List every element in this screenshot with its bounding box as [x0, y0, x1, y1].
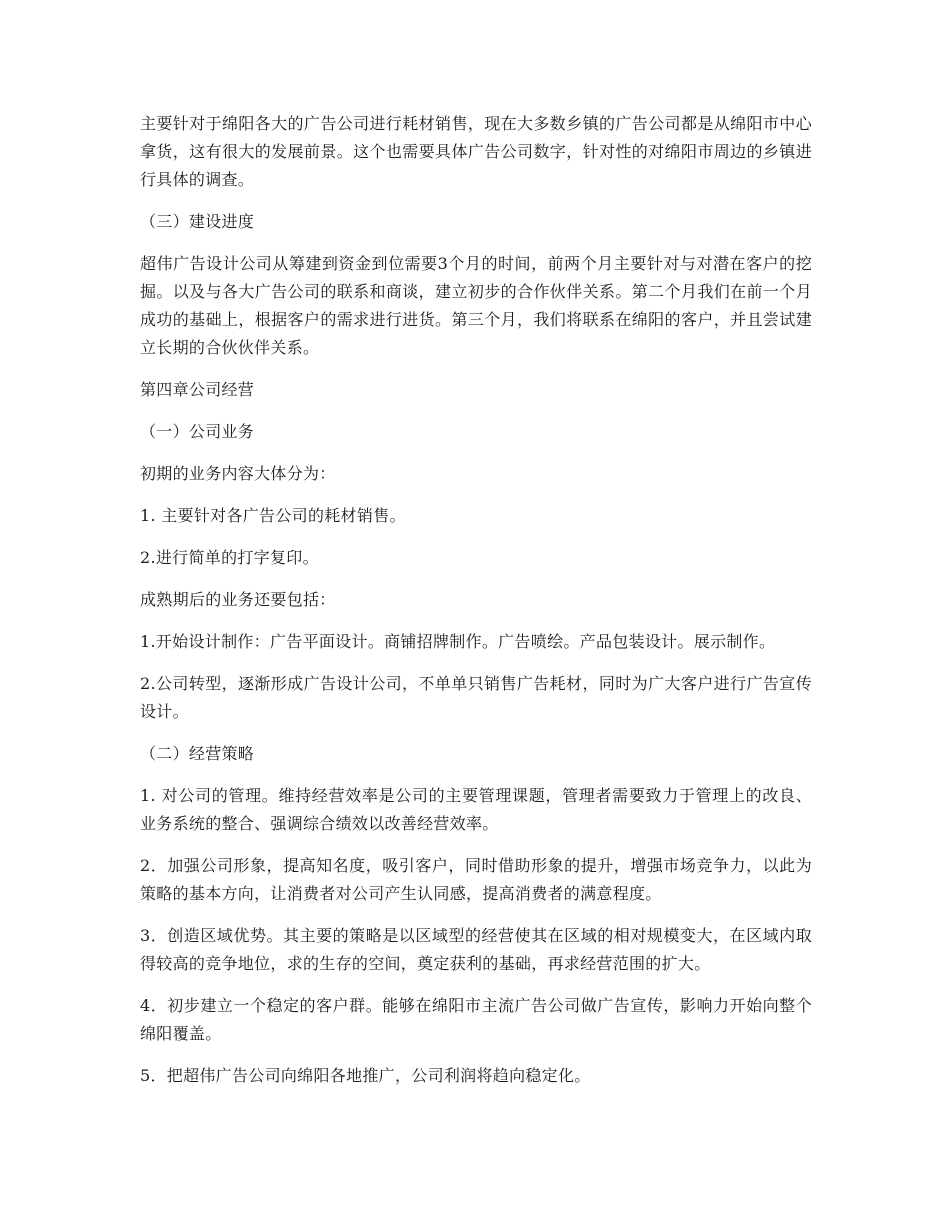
paragraph-market-intro: 主要针对于绵阳各大的广告公司进行耗材销售，现在大多数乡镇的广告公司都是从绵阳市中心拿货，这有很大的发展前景。这个也需要具体广告公司数字，针对性的对绵阳市周边的乡镇进行具体的调查。 [140, 114, 812, 189]
heading-chapter-four: 第四章公司经营 [140, 380, 255, 399]
list-item-strategy-1: 1. 对公司的管理。维持经营效率是公司的主要管理课题，管理者需要致力于管理上的改良、业务系统的整合、强调综合绩效以改善经营效率。 [140, 786, 812, 833]
list-item-strategy-5: 5．把超伟广告公司向绵阳各地推广，公司利润将趋向稳定化。 [140, 1066, 591, 1085]
list-item-strategy-4: 4．初步建立一个稳定的客户群。能够在绵阳市主流广告公司做广告宣传，影响力开始向整个绵阳覆盖。 [140, 996, 812, 1043]
list-item-strategy-3: 3．创造区域优势。其主要的策略是以区域型的经营使其在区域的相对规模变大，在区域内取得较高的竞争地位，求的生存的空间，奠定获利的基础，再求经营范围的扩大。 [140, 926, 812, 973]
list-item-initial-1: 1. 主要针对各广告公司的耗材销售。 [140, 506, 406, 525]
list-item-mature-1: 1.开始设计制作：广告平面设计。商铺招牌制作。广告喷绘。产品包装设计。展示制作。 [140, 632, 776, 651]
paragraph-initial-business: 初期的业务内容大体分为： [140, 464, 336, 483]
list-item-mature-2: 2.公司转型，逐渐形成广告设计公司，不单单只销售广告耗材，同时为广大客户进行广告宣传设计。 [140, 674, 812, 721]
paragraph-construction-progress: 超伟广告设计公司从筹建到资金到位需要3个月的时间，前两个月主要针对与对潜在客户的挖掘。以及与各大广告公司的联系和商谈，建立初步的合作伙伴关系。第二个月我们在前一个月成功的基础上，根据客户的需求进行进货。第三个月，我们将联系在绵阳的客户，并且尝试建立长期的合伙伙伴关系。 [140, 254, 812, 357]
heading-construction-progress: （三）建设进度 [140, 212, 255, 231]
heading-business-strategy: （二）经营策略 [140, 744, 255, 763]
list-item-strategy-2: 2．加强公司形象，提高知名度，吸引客户，同时借助形象的提升，增强市场竞争力，以此为策略的基本方向，让消费者对公司产生认同感，提高消费者的满意程度。 [140, 856, 812, 903]
list-item-initial-2: 2.进行简单的打字复印。 [140, 548, 319, 567]
document-page [140, 110, 812, 1104]
heading-company-business: （一）公司业务 [140, 422, 255, 441]
paragraph-mature-business: 成熟期后的业务还要包括： [140, 590, 336, 609]
